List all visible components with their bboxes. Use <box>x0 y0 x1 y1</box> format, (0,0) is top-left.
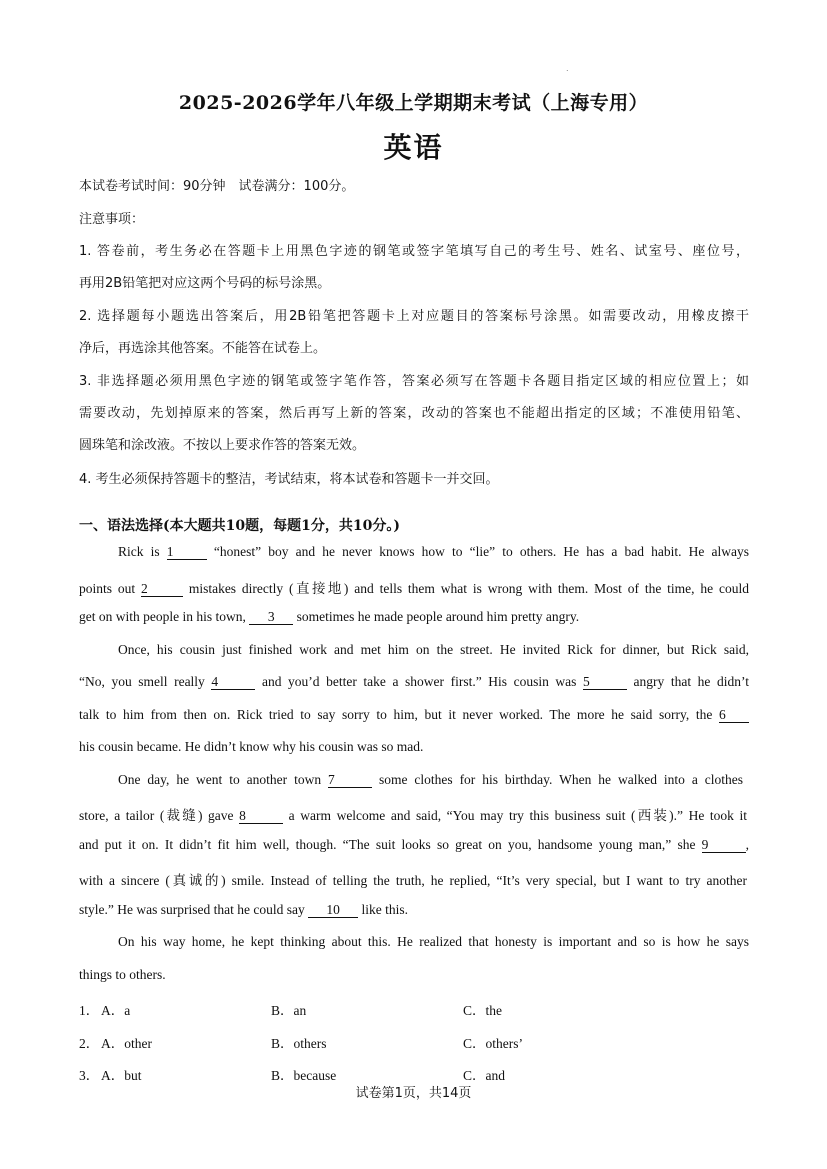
passage-line-2: points out 2 mistakes directly (直接地) and tells them what is wrong with them. Most of the time, he could <box>79 581 749 596</box>
question-3-number: 3． <box>79 1068 100 1083</box>
passage-line-8: One day, he went to another town 7 some clothes for his birthday. When he walked into a clothes <box>118 772 743 787</box>
blank-3: 3 <box>249 610 293 625</box>
question-1-option-b: B．an <box>271 1003 307 1018</box>
passage-line-9: store, a tailor (裁缝) gave 8 a warm welcome and said, “You may try this business suit (西装).” He took it <box>79 808 747 823</box>
blank-8: 8 <box>239 809 283 824</box>
top-dot: . <box>566 64 569 73</box>
notice-3-line-2: 需要改动，先划掉原来的答案，然后再写上新的答案，改动的答案也不能超出指定的区域；不准使用铅笔、 <box>79 406 749 421</box>
notice-1-line-1: 1. 答卷前，考生务必在答题卡上用黑色字迹的钢笔或签字笔填写自己的考生号、姓名、试室号、座位号， <box>79 244 749 259</box>
blank-6: 6 <box>719 708 749 723</box>
passage-line-6: talk to him from then on. Rick tried to say sorry to him, but it never worked. The more he said sorry, the 6 <box>79 707 749 723</box>
blank-10: 10 <box>308 903 358 918</box>
question-2-number: 2． <box>79 1036 100 1051</box>
passage-line-12: style.” He was surprised that he could say 10 like this. <box>79 902 408 917</box>
passage-line-11: with a sincere (真诚的) smile. Instead of telling the truth, he replied, “It’s very special, but I want to try another <box>79 873 747 888</box>
subject-title: 英语 <box>383 131 444 164</box>
question-2-option-c: C．others’ <box>463 1036 523 1051</box>
page-footer: 试卷第1页，共14页 <box>355 1086 472 1101</box>
blank-5: 5 <box>583 675 627 690</box>
question-3-option-c: C．and <box>463 1068 505 1083</box>
passage-line-3: get on with people in his town, 3 sometimes he made people around him pretty angry. <box>79 609 580 624</box>
passage-line-1: Rick is 1 “honest” boy and he never knows how to “lie” to others. He has a bad habit. He always <box>118 544 749 559</box>
passage-line-5: “No, you smell really 4 and you’d better take a shower first.” His cousin was 5 angry that he didn’t <box>79 674 749 689</box>
notice-2-line-1: 2. 选择题每小题选出答案后，用2B铅笔把答题卡上对应题目的答案标号涂黑。如需要改动，用橡皮擦干 <box>79 309 749 324</box>
passage-line-7: his cousin became. He didn’t know why his cousin was so mad. <box>79 739 424 754</box>
notice-2-line-2: 净后，再选涂其他答案。不能答在试卷上。 <box>79 341 327 356</box>
passage-line-14: things to others. <box>79 967 166 982</box>
passage-line-10: and put it on. It didn’t fit him well, though. “The suit looks so great on you, handsome young man,” she 9 , <box>79 837 749 852</box>
question-1-option-c: C．the <box>463 1003 502 1018</box>
question-1-number: 1． <box>79 1003 100 1018</box>
passage-line-13: On his way home, he kept thinking about this. He realized that honesty is important and so is how he says <box>118 934 749 949</box>
question-3-option-b: B．because <box>271 1068 337 1083</box>
notice-3-line-1: 3. 非选择题必须用黑色字迹的钢笔或签字笔作答，答案必须写在答题卡各题目指定区域的相应位置上；如 <box>79 374 749 389</box>
passage-line-4: Once, his cousin just finished work and met him on the street. He invited Rick for dinner, but Rick said, <box>118 642 749 657</box>
blank-1: 1 <box>167 545 207 560</box>
question-3-option-a: A．but <box>101 1068 142 1083</box>
exam-title: 2025-2026学年八年级上学期期末考试（上海专用） <box>178 92 649 114</box>
exam-time-score: 本试卷考试时间：90分钟 试卷满分：100分。 <box>79 179 355 194</box>
notice-4-line-1: 4. 考生必须保持答题卡的整洁，考试结束，将本试卷和答题卡一并交回。 <box>79 472 499 487</box>
notice-heading: 注意事项： <box>79 212 145 227</box>
question-2-option-a: A．other <box>101 1036 152 1051</box>
section-1-heading: 一、语法选择(本大题共10题，每题1分，共10分。) <box>79 518 400 534</box>
blank-4: 4 <box>211 675 255 690</box>
blank-2: 2 <box>141 582 183 597</box>
question-1-option-a: A．a <box>101 1003 131 1018</box>
question-2-option-b: B．others <box>271 1036 327 1051</box>
notice-1-line-2: 再用2B铅笔把对应这两个号码的标号涂黑。 <box>79 276 331 291</box>
blank-7: 7 <box>328 773 372 788</box>
blank-9: 9 <box>702 838 746 853</box>
notice-3-line-3: 圆珠笔和涂改液。不按以上要求作答的答案无效。 <box>79 438 366 453</box>
